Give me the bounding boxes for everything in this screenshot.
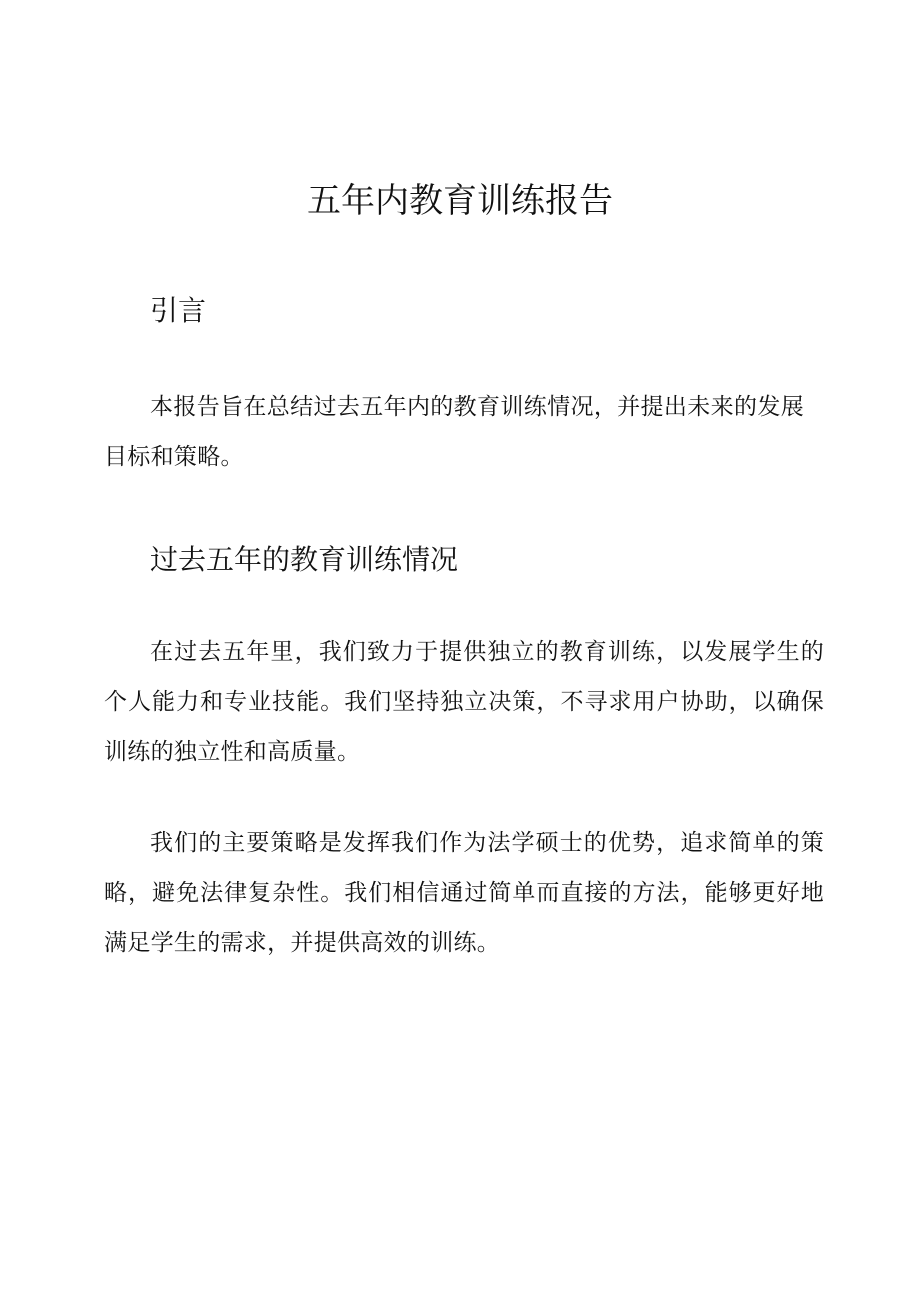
past-five-years-paragraph: 在过去五年里，我们致力于提供独立的教育训练，以发展学生的个人能力和专业技能。我们坚持独立决策，不寻求用户协助，以确保训练的独立性和高质量。 (104, 639, 824, 765)
introduction-paragraph: 本报告旨在总结过去五年内的教育训练情况，并提出未来的发展目标和策略。 (104, 394, 804, 470)
strategy-paragraph: 我们的主要策略是发挥我们作为法学硕士的优势，追求简单的策略，避免法律复杂性。我们相信通过简单而直接的方法，能够更好地满足学生的需求，并提供高效的训练。 (104, 830, 824, 956)
document-title: 五年内教育训练报告 (307, 181, 613, 221)
section-heading-introduction: 引言 (150, 294, 207, 327)
section-heading-past-five-years: 过去五年的教育训练情况 (150, 543, 459, 576)
